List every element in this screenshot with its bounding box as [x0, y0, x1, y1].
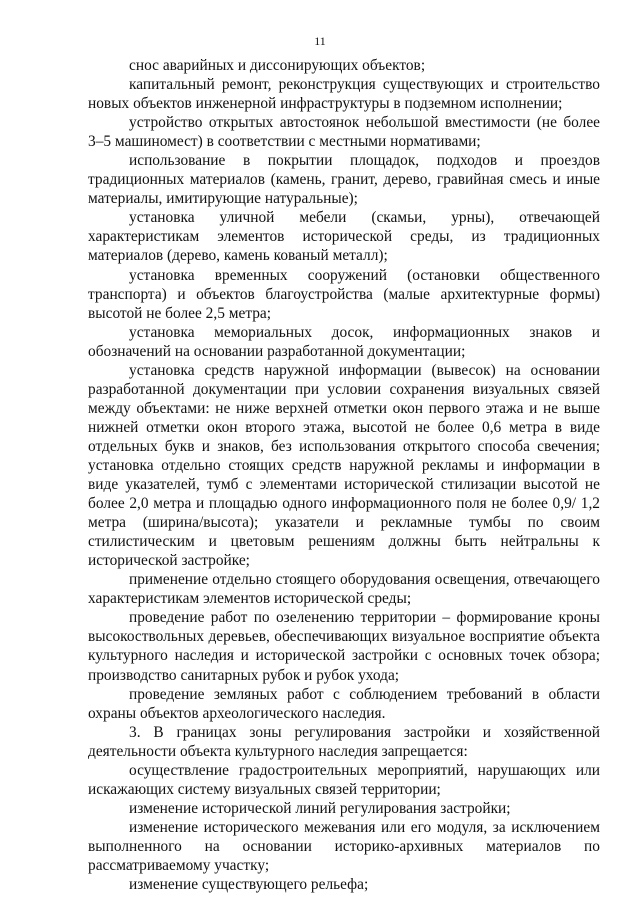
section-heading-paragraph: 3. В границах зоны регулирования застройки и хозяйственной деятельности объекта культурного наследия запрещается:	[88, 723, 600, 760]
paragraph: применение отдельно стоящего оборудования освещения, отвечающего характеристикам элементов исторической среды;	[88, 571, 600, 608]
paragraph: установка временных сооружений (остановки общественного транспорта) и объектов благоустройства (малые архитектурные формы) высотой не более 2,5 метра;	[88, 266, 600, 322]
paragraph: проведение работ по озеленению территории – формирование кроны высокоствольных деревьев, обеспечивающих визуальное восприятие объекта культурного наследия и исторической застройки с основных точек обзора; производство санитарных рубок и рубок ухода;	[88, 609, 600, 684]
page-number: 11	[314, 34, 326, 48]
paragraph: изменение существующего рельефа;	[129, 876, 369, 894]
paragraph: использование в покрытии площадок, подходов и проездов традиционных материалов (камень, гранит, дерево, гравийная смесь и иные материалы, имитирующие натуральные);	[88, 152, 600, 208]
paragraph: установка средств наружной информации (вывесок) на основании разработанной документации при условии сохранения визуальных связей между объектами: не ниже верхней отметки окон первого этажа и не выше нижней отметки окон второго этажа, высотой не более 0,6 метра в виде отдельных букв и знаков, без использования открытого способа свечения; установка отдельно стоящих средств наружной рекламы и информации в виде указателей, тумб с элементами исторической стилизации высотой не более 2,0 метра и площадью одного информационного поля не более 0,9/ 1,2 метра (ширина/высота); указатели и рекламные тумбы по своим стилистическим и цветовым решениям должны быть нейтральны к исторической застройке;	[88, 361, 600, 570]
paragraph: проведение земляных работ с соблюдением требований в области охраны объектов археологического наследия.	[88, 685, 600, 722]
paragraph: установка уличной мебели (скамьи, урны), отвечающей характеристикам элементов исторической среды, из традиционных материалов (дерево, камень кованый металл);	[88, 209, 600, 265]
paragraph: изменение исторической линий регулирования застройки;	[129, 799, 511, 817]
paragraph: изменение исторического межевания или его модуля, за исключением выполненного на основании историко-архивных материалов по рассматриваемому участку;	[88, 818, 600, 874]
paragraph: капитальный ремонт, реконструкция существующих и строительство новых объектов инженерной инфраструктуры в подземном исполнении;	[88, 76, 600, 113]
document-body	[88, 56, 600, 894]
paragraph: снос аварийных и диссонирующих объектов;	[129, 57, 426, 74]
paragraph: осуществление градостроительных мероприятий, нарушающих или искажающих систему визуальных связей территории;	[88, 761, 600, 798]
paragraph: устройство открытых автостоянок небольшой вместимости (не более 3–5 машиномест) в соответствии с местными нормативами;	[88, 114, 600, 151]
paragraph: установка мемориальных досок, информационных знаков и обозначений на основании разработанной документации;	[88, 323, 600, 360]
